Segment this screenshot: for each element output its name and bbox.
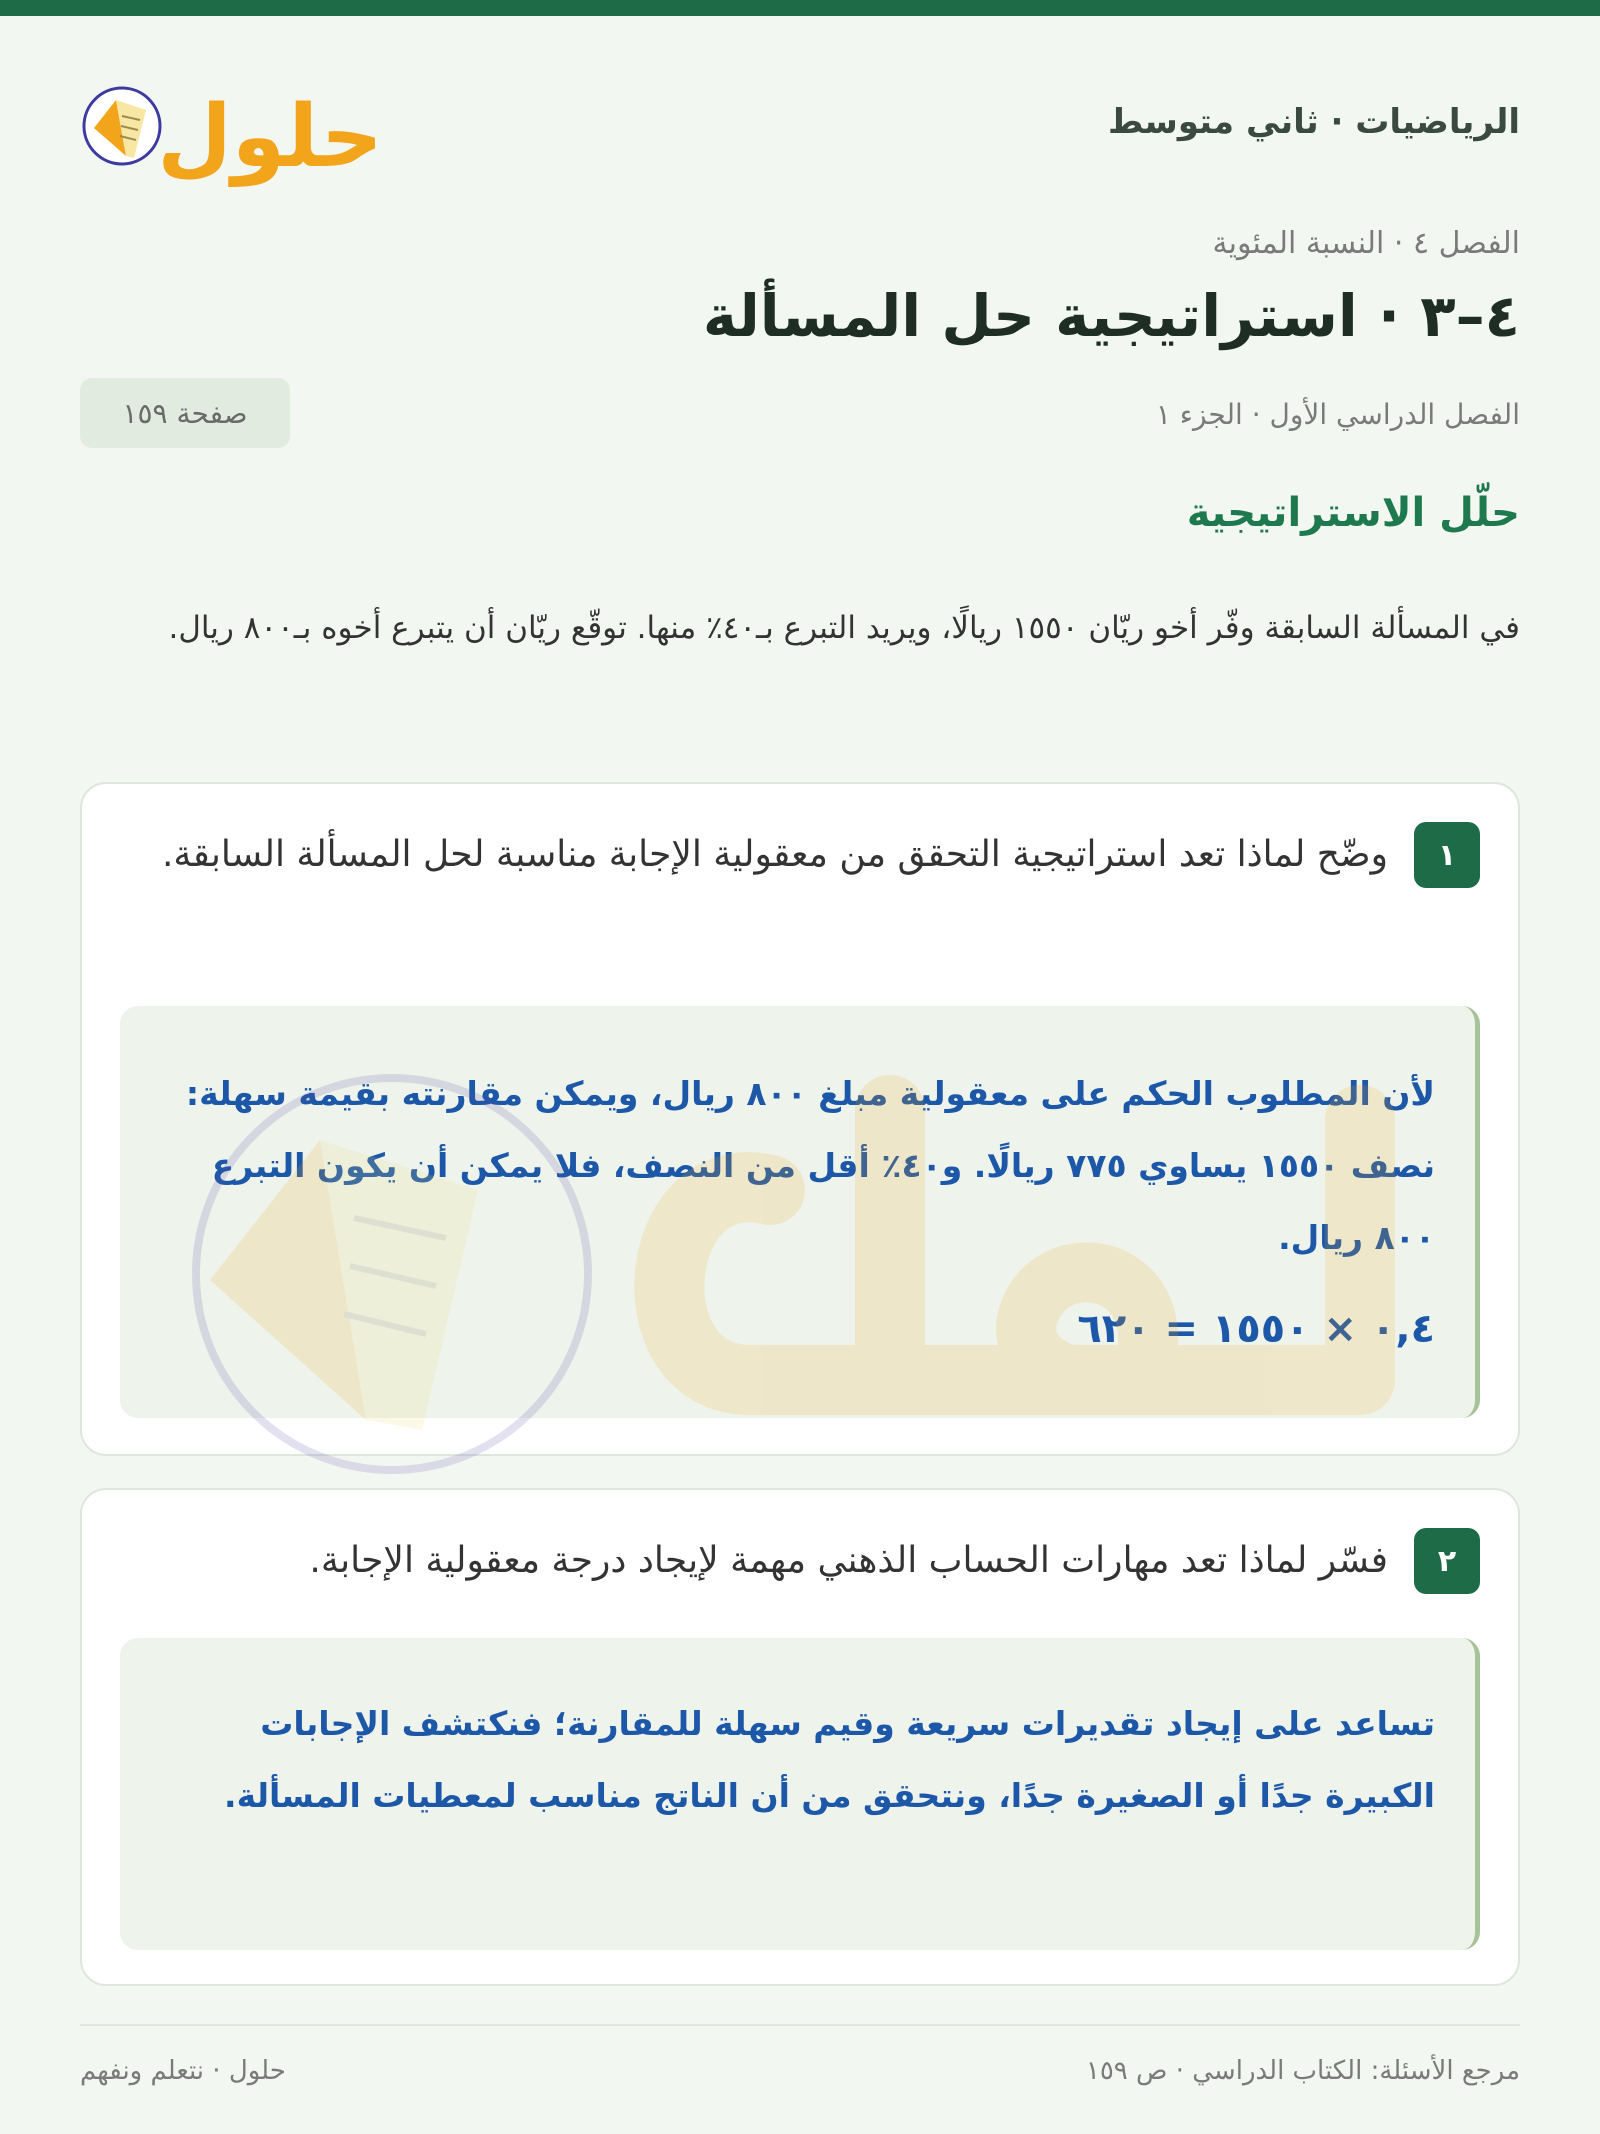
footer-divider	[80, 2024, 1520, 2026]
semester-label: الفصل الدراسي الأول · الجزء ١	[1155, 398, 1520, 431]
section-title: حلّل الاستراتيجية	[1186, 490, 1520, 536]
question-card-2	[80, 1488, 1520, 1986]
logo-text: حلول	[157, 87, 383, 187]
top-accent-bar	[0, 0, 1600, 16]
question-number-badge: ٢	[1414, 1528, 1480, 1594]
answer-text: لأن المطلوب الحكم على معقولية مبلغ ٨٠٠ ريال، ويمكن مقارنته بقيمة سهلة: نصف ١٥٥٠ يساوي ٧٧٥ ريالًا. و٤٠٪ أقل من النصف، فلا يمكن أن يكون التبرع ٨٠٠ ريال.	[185, 1074, 1435, 1257]
page-header	[80, 60, 1520, 190]
subject-label: الرياضيات · ثاني متوسط	[1108, 102, 1520, 142]
halool-logo[interactable]	[80, 60, 383, 190]
question-text: فسّر لماذا تعد مهارات الحساب الذهني مهمة لإيجاد درجة معقولية الإجابة.	[309, 1540, 1388, 1581]
answer-box	[120, 1006, 1480, 1418]
question-card-1	[80, 782, 1520, 1456]
page-number-badge: صفحة ١٥٩	[80, 378, 290, 448]
question-text: وضّح لماذا تعد استراتيجية التحقق من معقولية الإجابة مناسبة لحل المسألة السابقة.	[161, 834, 1388, 875]
footer-reference: مرجع الأسئلة: الكتاب الدراسي · ص ١٥٩	[1085, 2056, 1520, 2086]
breadcrumb: الفصل ٤ · النسبة المئوية	[1212, 226, 1520, 261]
answer-equation: ٠,٤ × ١٥٥٠ = ٦٢٠	[1077, 1306, 1435, 1352]
section-intro: في المسألة السابقة وفّر أخو ريّان ١٥٥٠ ريالًا، ويريد التبرع بـ٤٠٪ منها. توقّع ريّان أن يتبرع أخوه بـ٨٠٠ ريال.	[168, 610, 1520, 646]
page-title: ٤–٣ · استراتيجية حل المسألة	[702, 282, 1520, 350]
answer-text: تساعد على إيجاد تقديرات سريعة وقيم سهلة للمقارنة؛ فنكتشف الإجابات الكبيرة جدًا أو الصغيرة جدًا، ونتحقق من أن الناتج مناسب لمعطيات المسألة.	[224, 1704, 1435, 1815]
question-number-badge: ١	[1414, 822, 1480, 888]
answer-box	[120, 1638, 1480, 1950]
footer-brand: حلول · نتعلم ونفهم	[80, 2056, 286, 2086]
